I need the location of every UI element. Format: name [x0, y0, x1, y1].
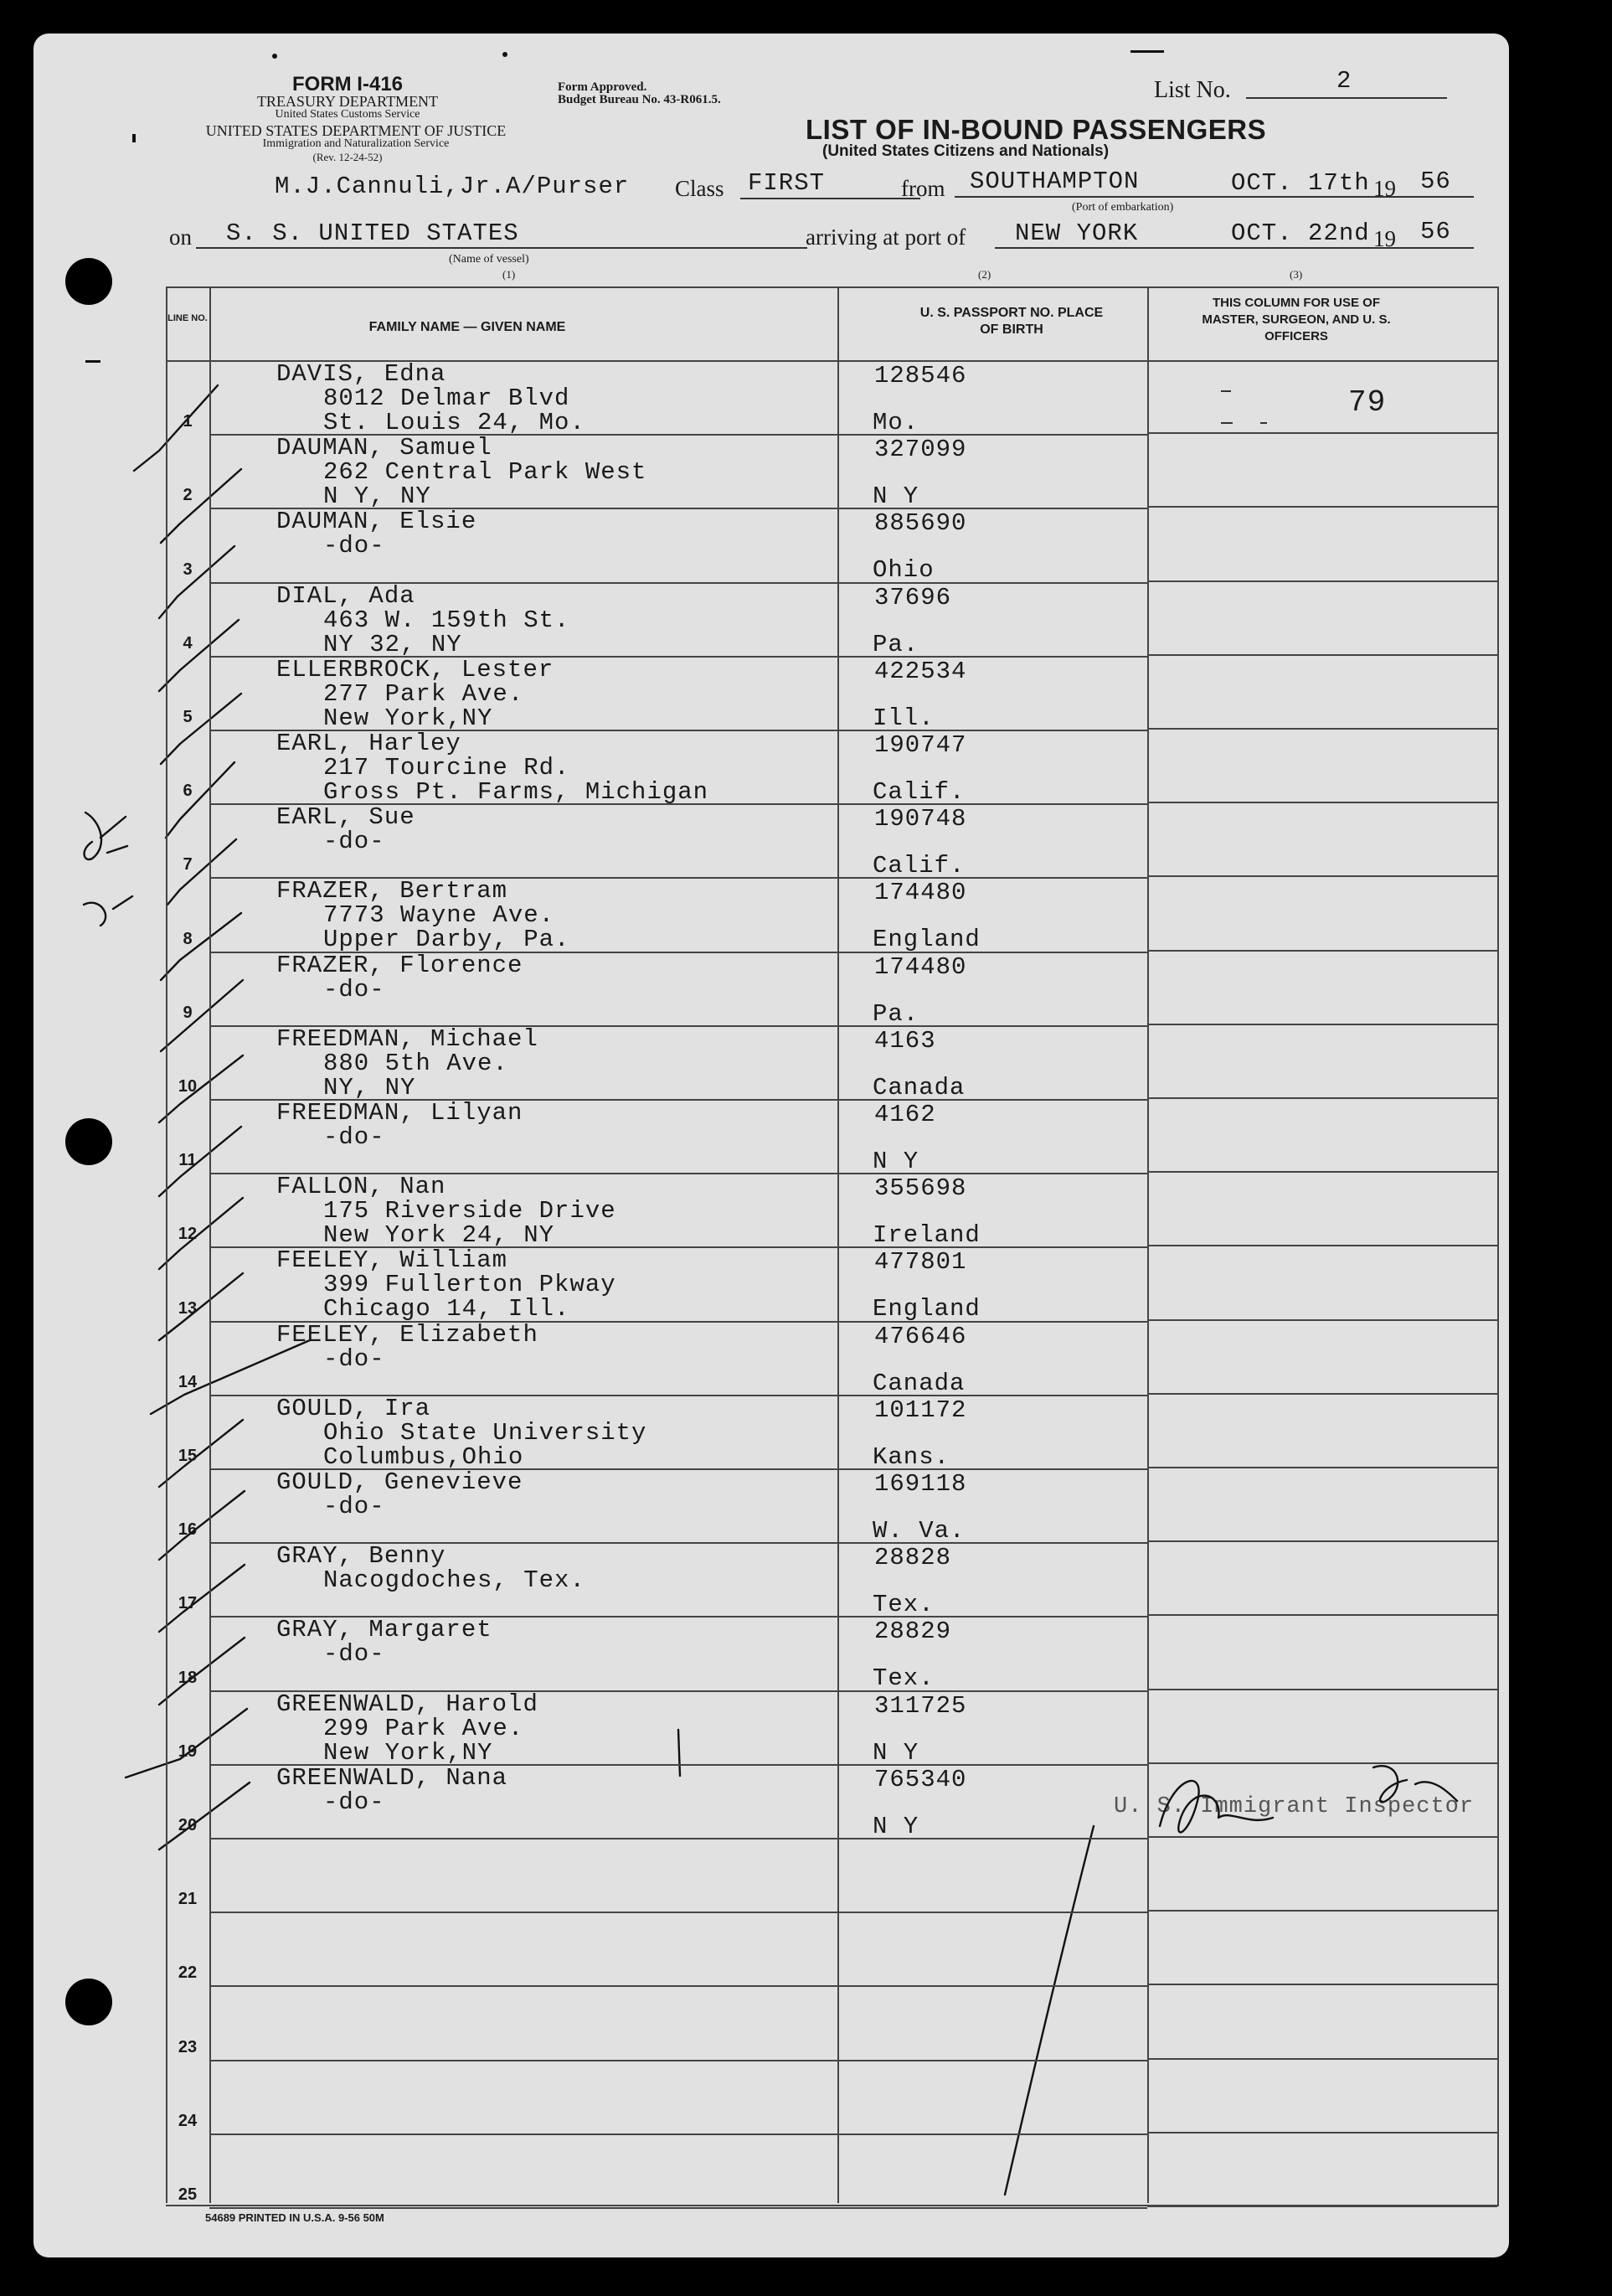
place-of-birth: N Y [873, 1738, 919, 1767]
passenger-address: New York,NY [323, 1738, 493, 1767]
inspector-stamp: U. S. Immigrant Inspector [1114, 1794, 1475, 1819]
row-divider [209, 1838, 1147, 1839]
place-of-birth: Mo. [873, 409, 919, 436]
col-header-line-no: LINE NO. [167, 313, 208, 323]
passenger-address: NY 32, NY [323, 630, 462, 658]
form-title: LIST OF IN-BOUND PASSENGERS [806, 114, 1267, 145]
row-divider [1147, 1467, 1497, 1468]
from-label: from [901, 176, 945, 201]
place-of-birth: N Y [873, 1148, 919, 1175]
column-divider [209, 286, 211, 2203]
purser: M.J.Cannuli,Jr.A/Purser [275, 173, 630, 200]
row-divider [1147, 506, 1497, 508]
line-number: 8 [183, 929, 193, 948]
passport-number: 128546 [874, 362, 967, 390]
row-divider [1147, 580, 1497, 582]
customs-service: United States Customs Service [275, 108, 420, 121]
line-number: 2 [183, 486, 193, 505]
passenger-address: Gross Pt. Farms, Michigan [323, 778, 709, 806]
row-divider [1147, 875, 1497, 877]
row-divider [209, 1912, 1147, 1913]
row-divider [1147, 802, 1497, 803]
class-value: FIRST [748, 169, 826, 197]
passport-number: 4162 [874, 1101, 936, 1128]
passport-number: 28828 [874, 1544, 952, 1572]
row-divider [209, 2133, 1147, 2135]
passenger-address: 175 Riverside Drive [323, 1197, 616, 1225]
row-divider [1147, 1024, 1497, 1025]
row-divider [209, 2060, 1147, 2061]
passport-number: 174480 [874, 952, 967, 981]
list-no-value: 2 [1336, 67, 1352, 95]
form-sheet [33, 34, 1509, 2257]
passenger-address: Chicago 14, Ill. [323, 1295, 570, 1323]
passport-number: 174480 [874, 879, 967, 907]
passport-number: 311725 [874, 1691, 967, 1720]
passenger-address: New York,NY [323, 704, 493, 732]
row-divider [1147, 1540, 1497, 1542]
place-of-birth: W. Va. [873, 1517, 966, 1545]
justice-dept: UNITED STATES DEPARTMENT OF JUSTICE [205, 122, 507, 139]
row-divider [1147, 1319, 1497, 1321]
row-divider [1147, 2206, 1497, 2207]
passenger-address: Nacogdoches, Tex. [323, 1566, 585, 1595]
passenger-name: FEELEY, William [276, 1246, 508, 1275]
passenger-address: -do- [323, 1123, 385, 1151]
col-marker-3: (3) [1290, 268, 1303, 281]
column-divider [166, 286, 167, 2203]
line-number: 20 [178, 1816, 198, 1834]
place-of-birth: England [873, 1295, 981, 1323]
line-number: 10 [178, 1077, 198, 1096]
row-divider [1147, 1836, 1497, 1838]
row-divider [1147, 2132, 1497, 2133]
officer-note: 79 [1348, 385, 1387, 420]
row-divider [1147, 2058, 1497, 2060]
passenger-address: 463 W. 159th St. [323, 606, 570, 634]
column-divider [837, 286, 839, 2203]
date-to-year: 56 [1420, 218, 1451, 245]
passport-number: 765340 [874, 1765, 967, 1793]
row-divider [1147, 728, 1497, 730]
place-of-birth: Kans. [873, 1442, 950, 1471]
date-from-year: 56 [1420, 168, 1451, 195]
ins-service: Immigration and Naturalization Service [262, 137, 450, 150]
place-of-birth: Tex. [873, 1591, 935, 1619]
passenger-name: GRAY, Benny [276, 1542, 446, 1571]
passenger-address: 299 Park Ave. [323, 1714, 524, 1742]
row-divider [1147, 432, 1497, 434]
passport-number: 190748 [874, 805, 967, 833]
col-header-passport: U. S. PASSPORT NO. PLACE OF BIRTH [919, 306, 1104, 337]
passenger-name: GOULD, Ira [276, 1394, 431, 1422]
form-subtitle: (United States Citizens and Nationals) [822, 142, 1110, 160]
passport-number: 885690 [874, 509, 967, 538]
passport-number: 169118 [874, 1470, 967, 1498]
passport-number: 422534 [874, 657, 967, 685]
passenger-name: DAUMAN, Elsie [276, 508, 477, 536]
place-of-birth: Pa. [873, 630, 919, 658]
passport-number: 190747 [874, 731, 967, 759]
place-of-birth: Canada [873, 1073, 966, 1102]
line-number: 16 [178, 1520, 198, 1540]
passenger-address: Upper Darby, Pa. [323, 926, 570, 954]
place-of-birth: Calif. [873, 852, 966, 880]
line-number: 4 [183, 633, 193, 653]
passenger-address: -do- [323, 975, 385, 1004]
line-number: 22 [178, 1963, 198, 1983]
passport-number: 476646 [874, 1322, 967, 1350]
passenger-address: St. Louis 24, Mo. [323, 409, 585, 436]
passport-number: 101172 [874, 1396, 967, 1424]
line-number: 6 [183, 782, 193, 801]
passenger-address: 217 Tourcine Rd. [323, 754, 570, 782]
passenger-name: DAUMAN, Samuel [276, 434, 492, 462]
passenger-address: Ohio State University [323, 1418, 647, 1447]
place-of-birth: Calif. [873, 778, 966, 806]
place-of-birth: Tex. [873, 1664, 935, 1693]
row-divider [1147, 1393, 1497, 1395]
row-divider [1147, 1245, 1497, 1246]
line-number: 12 [178, 1225, 198, 1244]
place-of-birth: Ill. [873, 704, 935, 732]
passenger-name: DIAL, Ada [276, 581, 415, 610]
passenger-address: 8012 Delmar Blvd [323, 384, 570, 412]
passenger-address: 399 Fullerton Pkway [323, 1271, 616, 1299]
passenger-address: Columbus,Ohio [323, 1442, 524, 1471]
passenger-address: 7773 Wayne Ave. [323, 901, 555, 930]
line-number: 18 [178, 1668, 198, 1687]
line-number: 9 [183, 1003, 193, 1022]
port-to: NEW YORK [1015, 219, 1139, 247]
passenger-address: 262 Central Park West [323, 458, 647, 487]
line-number: 1 [183, 412, 193, 431]
vessel-label: (Name of vessel) [449, 253, 529, 266]
passenger-name: GREENWALD, Nana [276, 1763, 508, 1792]
line-number: 7 [183, 855, 193, 875]
line-number: 5 [183, 708, 193, 726]
line-number: 11 [178, 1151, 197, 1170]
line-number: 21 [178, 1890, 198, 1909]
passenger-address: -do- [323, 1640, 385, 1669]
row-divider [209, 1985, 1147, 1987]
place-of-birth: Ireland [873, 1221, 981, 1250]
vessel: S. S. UNITED STATES [226, 219, 519, 247]
row-divider [209, 2207, 1147, 2209]
passenger-name: FRAZER, Florence [276, 951, 523, 979]
col-marker-2: (2) [978, 268, 991, 281]
on-label: on [169, 224, 192, 250]
passenger-address: -do- [323, 1344, 385, 1373]
list-no-label: List No. [1154, 77, 1231, 103]
passport-number: 327099 [874, 436, 967, 464]
line-number: 24 [178, 2111, 198, 2130]
form-approved: Form Approved. [558, 80, 647, 94]
passenger-address: -do- [323, 1788, 385, 1816]
revision-date: (Rev. 12-24-52) [312, 151, 383, 163]
class-label: Class [675, 176, 724, 201]
place-of-birth: Ohio [873, 556, 935, 585]
arriving-label: arriving at port of [806, 224, 966, 250]
row-divider [1147, 1097, 1497, 1099]
passenger-name: FREEDMAN, Lilyan [276, 1099, 523, 1127]
row-divider [1147, 1984, 1497, 1985]
row-divider [1147, 950, 1497, 952]
passenger-address: -do- [323, 1493, 385, 1520]
place-of-birth: N Y [873, 482, 919, 511]
passenger-name: GRAY, Margaret [276, 1616, 492, 1644]
passport-number: 37696 [874, 583, 952, 611]
date-to-19: 19 [1373, 226, 1396, 251]
passenger-name: FEELEY, Elizabeth [276, 1320, 538, 1349]
row-divider [1147, 1910, 1497, 1912]
form-number: FORM I-416 [291, 73, 404, 95]
row-divider [1147, 1762, 1497, 1764]
line-number: 25 [178, 2185, 198, 2204]
passenger-address: -do- [323, 828, 385, 856]
date-from-19: 19 [1373, 176, 1396, 201]
row-divider [1147, 654, 1497, 656]
passenger-address: NY, NY [323, 1073, 416, 1102]
place-of-birth: N Y [873, 1812, 919, 1840]
passenger-name: EARL, Harley [276, 730, 461, 757]
passenger-name: GOULD, Genevieve [276, 1468, 523, 1496]
footer-print: 54689 PRINTED IN U.S.A. 9-56 50M [205, 2211, 384, 2224]
passenger-address: N Y, NY [323, 482, 431, 511]
passenger-name: EARL, Sue [276, 803, 415, 832]
date-from: OCT. 17th [1231, 169, 1370, 197]
date-to: OCT. 22nd [1231, 219, 1370, 247]
passenger-address: New York 24, NY [323, 1221, 555, 1250]
passenger-name: FRAZER, Bertram [276, 877, 508, 906]
line-number: 19 [178, 1741, 198, 1761]
place-of-birth: Canada [873, 1369, 966, 1397]
row-divider [1147, 1171, 1497, 1173]
passenger-name: GREENWALD, Harold [276, 1690, 538, 1718]
row-divider [1147, 1614, 1497, 1616]
place-of-birth: Pa. [873, 999, 919, 1028]
line-number: 14 [178, 1372, 198, 1391]
port-from: SOUTHAMPTON [970, 168, 1140, 195]
line-number: 15 [178, 1447, 198, 1465]
col-marker-1: (1) [502, 268, 516, 281]
passenger-address: 277 Park Ave. [323, 679, 524, 708]
col-header-officers: THIS COLUMN FOR USE OF MASTER, SURGEON, AND U. S. OFFICERS [1202, 296, 1391, 343]
passport-number: 28829 [874, 1618, 952, 1646]
passenger-name: ELLERBROCK, Lester [276, 655, 554, 684]
passenger-name: DAVIS, Edna [276, 360, 446, 388]
port-embark-label: (Port of embarkation) [1072, 201, 1174, 214]
place-of-birth: England [873, 926, 981, 954]
passenger-address: 880 5th Ave. [323, 1049, 508, 1077]
passenger-address: -do- [323, 532, 385, 560]
passenger-name: FREEDMAN, Michael [276, 1024, 538, 1053]
budget-bureau: Budget Bureau No. 43-R061.5. [558, 93, 721, 106]
line-number: 17 [178, 1594, 198, 1613]
passenger-rows [33, 34, 1509, 2257]
passport-number: 355698 [874, 1174, 967, 1203]
treasury-dept: TREASURY DEPARTMENT [256, 93, 439, 110]
row-divider [1147, 1689, 1497, 1690]
passport-number: 477801 [874, 1248, 967, 1277]
passport-number: 4163 [874, 1026, 936, 1055]
line-number: 3 [183, 560, 193, 579]
col-header-name: FAMILY NAME — GIVEN NAME [368, 320, 566, 334]
passenger-name: FALLON, Nan [276, 1173, 446, 1201]
line-number: 23 [178, 2037, 198, 2056]
line-number: 13 [178, 1298, 198, 1318]
